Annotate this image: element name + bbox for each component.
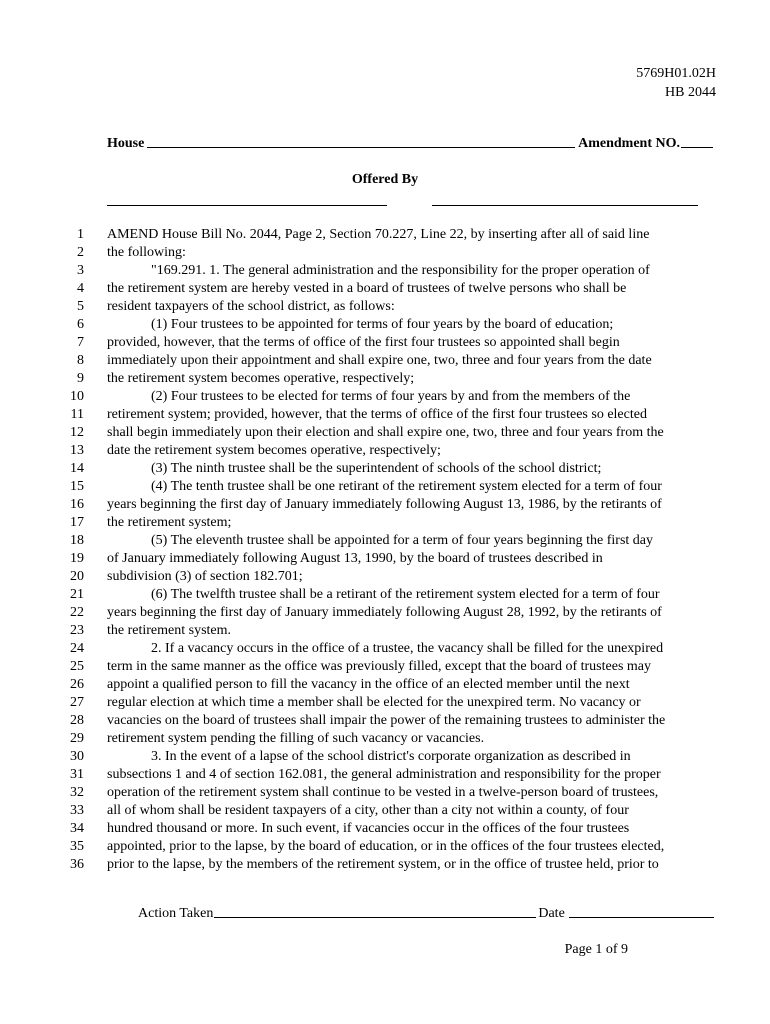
line-number: 9: [77, 371, 84, 386]
line-number: 26: [70, 677, 84, 692]
text-line: [0, 640, 770, 658]
line-number: 31: [70, 767, 84, 782]
house-blank-line: [147, 136, 575, 148]
line-text: provided, however, that the terms of office of the first four trustees so appointed shall begin: [107, 335, 620, 350]
text-line: [0, 424, 770, 442]
line-text: prior to the lapse, by the members of the retirement system, or in the office of trustee held, prior to: [107, 857, 659, 872]
line-number: 19: [70, 551, 84, 566]
text-line: [0, 298, 770, 316]
line-number: 6: [77, 317, 84, 332]
text-line: [0, 478, 770, 496]
text-line: [0, 658, 770, 676]
text-line: [0, 802, 770, 820]
text-line: [0, 514, 770, 532]
house-label: House: [107, 136, 145, 151]
line-number: 36: [70, 857, 84, 872]
document-code-block: [636, 64, 716, 102]
text-line: [0, 406, 770, 424]
document-code: 5769H01.02H: [636, 66, 716, 81]
line-number: 27: [70, 695, 84, 710]
line-text: of January immediately following August 13, 1990, by the board of trustees described in: [107, 551, 603, 566]
text-line: [0, 370, 770, 388]
line-text: the retirement system are hereby vested in a board of trustees of twelve persons who shall be: [107, 281, 627, 296]
line-text: years beginning the first day of January immediately following August 28, 1992, by the retirants of: [107, 605, 662, 620]
line-text: AMEND House Bill No. 2044, Page 2, Section 70.227, Line 22, by inserting after all of said line: [107, 227, 650, 242]
text-line: [0, 766, 770, 784]
amendment-text: [0, 226, 770, 874]
offered-by-label: Offered By: [351, 172, 419, 187]
line-text: (2) Four trustees to be elected for terms of four years by and from the members of the: [151, 389, 631, 404]
line-number: 13: [70, 443, 84, 458]
text-line: [0, 280, 770, 298]
text-line: [0, 388, 770, 406]
line-text: immediately upon their appointment and shall expire one, two, three and four years from the date: [107, 353, 652, 368]
line-text: appoint a qualified person to fill the vacancy in the office of an elected member until the next: [107, 677, 630, 692]
offered-by-name-line: [107, 205, 387, 206]
line-text: the retirement system;: [107, 515, 232, 530]
bill-number: HB 2044: [665, 85, 716, 100]
line-number: 30: [70, 749, 84, 764]
line-text: date the retirement system becomes operative, respectively;: [107, 443, 441, 458]
line-text: vacancies on the board of trustees shall impair the power of the remaining trustees to administer the: [107, 713, 666, 728]
line-text: years beginning the first day of January immediately following August 13, 1986, by the retirants of: [107, 497, 662, 512]
text-line: [0, 604, 770, 622]
line-number: 10: [70, 389, 84, 404]
line-text: "169.291. 1. The general administration and the responsibility for the proper operation of: [151, 263, 650, 278]
line-number: 11: [70, 407, 84, 422]
line-number: 21: [70, 587, 84, 602]
line-text: operation of the retirement system shall continue to be vested in a twelve-person board of trustees,: [107, 785, 659, 800]
line-text: all of whom shall be resident taxpayers of a city, other than a city not within a county, of four: [107, 803, 629, 818]
line-number: 7: [77, 335, 84, 350]
text-line: [0, 460, 770, 478]
line-number: 14: [70, 461, 84, 476]
text-line: [0, 550, 770, 568]
line-number: 16: [70, 497, 84, 512]
text-line: [0, 784, 770, 802]
text-line: [0, 838, 770, 856]
line-number: 4: [77, 281, 84, 296]
text-line: [0, 748, 770, 766]
text-line: [0, 712, 770, 730]
text-line: [0, 334, 770, 352]
text-line: [0, 730, 770, 748]
date-line: [569, 906, 714, 918]
text-line: [0, 586, 770, 604]
text-line: [0, 676, 770, 694]
line-number: 34: [70, 821, 84, 836]
line-number: 2: [77, 245, 84, 260]
text-line: [0, 856, 770, 874]
line-text: resident taxpayers of the school district, as follows:: [107, 299, 395, 314]
text-line: [0, 622, 770, 640]
line-text: 2. If a vacancy occurs in the office of a trustee, the vacancy shall be filled for the unexpired: [151, 641, 664, 656]
amendment-label: Amendment NO.: [578, 136, 680, 151]
line-number: 15: [70, 479, 84, 494]
action-taken-row: [138, 906, 716, 922]
house-amendment-row: [107, 136, 713, 152]
line-number: 32: [70, 785, 84, 800]
line-text: the retirement system becomes operative, respectively;: [107, 371, 415, 386]
text-line: [0, 226, 770, 244]
page-number: Page 1 of 9: [564, 942, 628, 957]
line-number: 5: [77, 299, 84, 314]
text-line: [0, 694, 770, 712]
line-number: 29: [70, 731, 84, 746]
line-number: 33: [70, 803, 84, 818]
line-number: 20: [70, 569, 84, 584]
line-number: 18: [70, 533, 84, 548]
line-text: (6) The twelfth trustee shall be a retirant of the retirement system elected for a term of four: [151, 587, 660, 602]
text-line: [0, 496, 770, 514]
line-text: shall begin immediately upon their election and shall expire one, two, three and four years from the: [107, 425, 664, 440]
text-line: [0, 820, 770, 838]
text-line: [0, 316, 770, 334]
line-text: term in the same manner as the office was previously filled, except that the board of trustees may: [107, 659, 652, 674]
line-text: hundred thousand or more. In such event, if vacancies occur in the offices of the four trustees: [107, 821, 630, 836]
line-text: the following:: [107, 245, 186, 260]
action-taken-label: Action Taken: [138, 906, 214, 921]
text-line: [0, 352, 770, 370]
line-number: 12: [70, 425, 84, 440]
line-number: 22: [70, 605, 84, 620]
line-text: (3) The ninth trustee shall be the superintendent of schools of the school district;: [151, 461, 602, 476]
line-text: (5) The eleventh trustee shall be appointed for a term of four years beginning the first day: [151, 533, 654, 548]
line-number: 1: [77, 227, 84, 242]
line-number: 8: [77, 353, 84, 368]
line-text: retirement system pending the filling of such vacancy or vacancies.: [107, 731, 485, 746]
amendment-number-blank: [681, 136, 713, 148]
line-text: regular election at which time a member shall be elected for the unexpired term. No vacancy or: [107, 695, 641, 710]
line-text: (1) Four trustees to be appointed for terms of four years by the board of education;: [151, 317, 614, 332]
line-text: retirement system; provided, however, that the terms of office of the first four trustees so elected: [107, 407, 647, 422]
line-number: 24: [70, 641, 84, 656]
line-text: subdivision (3) of section 182.701;: [107, 569, 303, 584]
line-number: 28: [70, 713, 84, 728]
line-number: 23: [70, 623, 84, 638]
text-line: [0, 262, 770, 280]
line-number: 3: [77, 263, 84, 278]
date-label: Date: [538, 906, 565, 921]
line-number: 25: [70, 659, 84, 674]
line-text: the retirement system.: [107, 623, 232, 638]
line-text: appointed, prior to the lapse, by the board of education, or in the offices of the four trustees elected,: [107, 839, 665, 854]
line-text: (4) The tenth trustee shall be one retirant of the retirement system elected for a term of four: [151, 479, 662, 494]
line-text: subsections 1 and 4 of section 162.081, the general administration and responsibility for the proper: [107, 767, 661, 782]
line-number: 35: [70, 839, 84, 854]
offered-by-district-line: [432, 205, 698, 206]
text-line: [0, 532, 770, 550]
action-taken-line: [214, 906, 536, 918]
text-line: [0, 568, 770, 586]
text-line: [0, 442, 770, 460]
text-line: [0, 244, 770, 262]
line-text: 3. In the event of a lapse of the school district's corporate organization as described in: [151, 749, 631, 764]
line-number: 17: [70, 515, 84, 530]
